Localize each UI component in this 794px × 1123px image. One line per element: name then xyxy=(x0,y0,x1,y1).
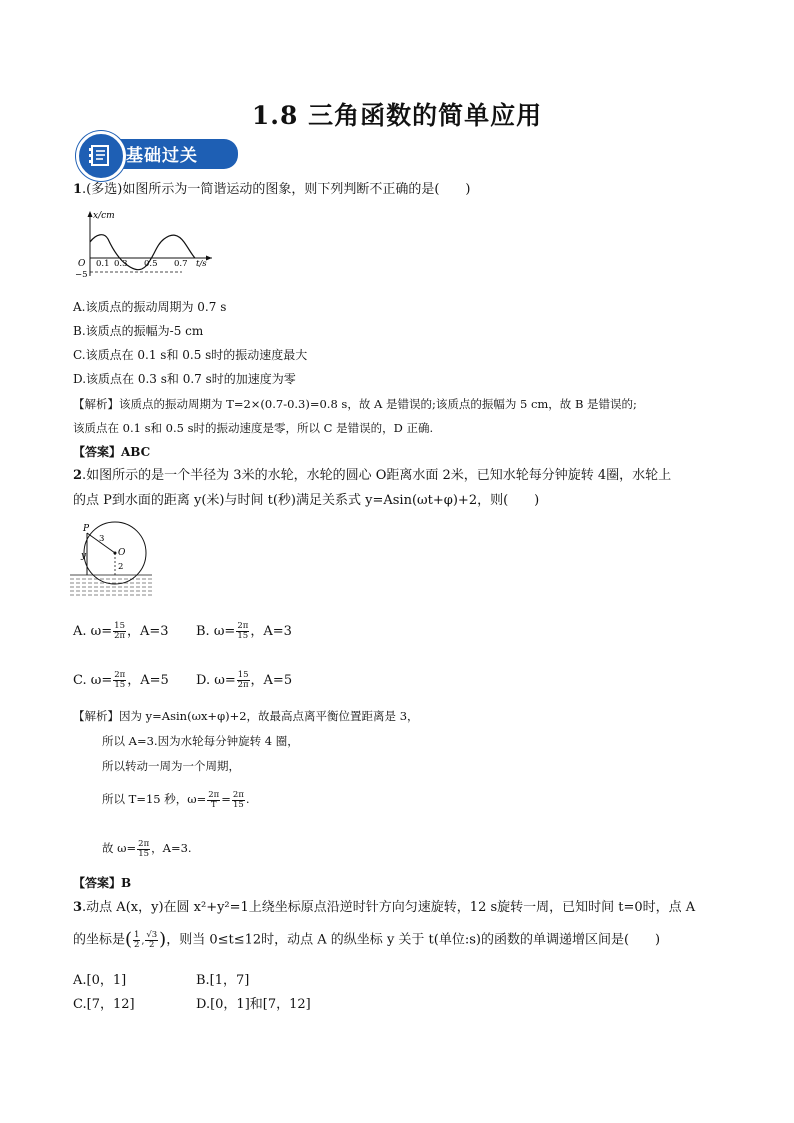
fraction-numerator: 2π xyxy=(138,838,150,849)
q2-analysis-5-suffix: ，A=3. xyxy=(151,841,192,855)
q2-option-b-suffix: ，A=3 xyxy=(250,624,292,639)
banner-label: 基础过关 xyxy=(126,146,198,166)
q3-option-b: B.[1，7] xyxy=(196,973,250,988)
q1-option-b: B.该质点的振幅为-5 cm xyxy=(73,324,204,338)
q2-analysis-line-5 xyxy=(102,838,192,859)
notebook-icon xyxy=(76,131,126,181)
q1-tick: 0.5 xyxy=(144,259,158,269)
fraction-numerator: 15 xyxy=(114,621,125,631)
q3-coord-y-fraction xyxy=(145,931,158,950)
q2-option-c-suffix: ，A=5 xyxy=(127,673,169,688)
fraction-denominator: 15 xyxy=(138,848,150,859)
q2-option-d-prefix: D. ω= xyxy=(196,673,236,688)
q1-option-a: A.该质点的振动周期为 0.7 s xyxy=(73,300,227,314)
q1-answer: 【答案】ABC xyxy=(73,445,151,459)
q3-stem-line-2 xyxy=(73,930,660,952)
q2-label-3: 3 xyxy=(99,534,105,544)
q2-stem-text: .如图所示的是一个半径为 3米的水轮，水轮的圆心 O距离水面 2米，已知水轮每分钟旋转 4圈，水轮上 xyxy=(82,468,672,483)
q3-stem-2-suffix: ，则当 0≤t≤12时，动点 A 的纵坐标 y 关于 t(单位:s)的函数的单调递增区间是( ) xyxy=(166,932,661,948)
q1-tick: 0.1 xyxy=(96,259,110,269)
fraction-numerator: 1 xyxy=(134,929,140,940)
fraction-denominator: 15 xyxy=(114,680,126,690)
fraction-denominator: 2 xyxy=(149,939,155,950)
fraction-numerator: 2π xyxy=(232,789,244,800)
q2-center-dot xyxy=(114,552,117,555)
q1-number: 1 xyxy=(73,182,83,197)
fraction-denominator: T xyxy=(210,799,217,810)
q2-analysis-4-suffix: . xyxy=(245,792,250,806)
q2-label-2: 2 xyxy=(118,562,124,572)
q3-stem-2-prefix: 的坐标是 xyxy=(73,932,126,948)
q1-option-c: C.该质点在 0.1 s和 0.5 s时的振动速度最大 xyxy=(73,348,308,362)
q1-ylabel: x/cm xyxy=(93,211,115,221)
q1-analysis-line-1: 【解析】该质点的振动周期为 T=2×(0.7-0.3)=0.8 s，故 A 是错误的;该质点的振幅为 5 cm，故 B 是错误的; xyxy=(73,397,637,411)
fraction-denominator: 2π xyxy=(237,680,249,690)
fraction-denominator: 15 xyxy=(237,631,249,641)
q2-option-a-prefix: A. ω= xyxy=(73,624,113,639)
q3-option-a: A.[0，1] xyxy=(73,973,127,988)
q2-analysis-line-4 xyxy=(102,789,250,810)
q1-stem xyxy=(73,180,470,200)
q2-analysis-line-3: 所以转动一周为一个周期， xyxy=(102,759,240,773)
q2-analysis-5-prefix: 故 ω= xyxy=(102,841,137,855)
q2-analysis-4-prefix: 所以 T=15 秒，ω= xyxy=(102,792,207,806)
q2-analysis-4-fraction-1 xyxy=(207,791,220,810)
q3-coord-x-fraction xyxy=(133,931,140,950)
fraction-numerator: 15 xyxy=(237,670,249,680)
q1-stem-text: .(多选)如图所示为一简谐运动的图象，则下列判断不正确的是( ) xyxy=(82,182,471,197)
fraction-numerator: 2π xyxy=(114,670,126,680)
q2-analysis-line-2: 所以 A=3.因为水轮每分钟旋转 4 圈， xyxy=(102,734,299,748)
q1-origin: O xyxy=(78,259,86,269)
q2-waterwheel-figure xyxy=(70,520,152,598)
q1-shm-graph xyxy=(72,208,217,280)
q1-analysis-line-2: 该质点在 0.1 s和 0.5 s时的振动速度是零，所以 C 是错误的，D 正确. xyxy=(73,421,434,435)
q3-paren-open: ( xyxy=(125,929,133,950)
q2-analysis-line-1: 【解析】因为 y=Asin(ωx+φ)+2，故最高点离平衡位置距离是 3， xyxy=(73,709,419,723)
q1-x-arrow xyxy=(206,256,212,261)
q1-y-arrow xyxy=(88,211,93,217)
q2-option-c xyxy=(73,671,169,691)
q2-analysis-4-fraction-2 xyxy=(232,791,245,810)
section-banner xyxy=(76,131,238,175)
q1-tick: 0.3 xyxy=(114,259,128,269)
q3-number: 3 xyxy=(73,900,83,915)
q2-answer: 【答案】B xyxy=(73,876,132,890)
q2-label-o: O xyxy=(118,548,126,558)
q2-analysis-4-equals: = xyxy=(221,792,231,806)
q2-label-p: P xyxy=(83,524,90,534)
q1-xlabel: t/s xyxy=(196,259,207,269)
q1-tick: 0.7 xyxy=(174,259,188,269)
q2-option-c-fraction xyxy=(113,671,126,690)
q3-option-c: C.[7，12] xyxy=(73,997,135,1012)
q2-option-b-prefix: B. ω= xyxy=(196,624,236,639)
q2-option-d-suffix: ，A=5 xyxy=(250,673,293,688)
q2-option-a xyxy=(73,622,169,642)
q2-option-b-fraction xyxy=(236,622,249,641)
q2-number: 2 xyxy=(73,468,83,483)
q2-option-b xyxy=(196,622,292,642)
fraction-numerator: 2π xyxy=(237,621,249,631)
fraction-denominator: 2 xyxy=(134,939,140,950)
q2-analysis-5-fraction xyxy=(137,840,150,859)
q2-option-d xyxy=(196,671,292,691)
q3-paren-close: ) xyxy=(159,929,167,950)
q1-neg5: −5 xyxy=(75,270,88,280)
q3-stem-line-1 xyxy=(73,898,695,918)
q2-option-c-prefix: C. ω= xyxy=(73,673,113,688)
q3-coord-comma: , xyxy=(141,936,145,947)
q2-label-y: y xyxy=(81,551,87,561)
q2-option-a-suffix: ，A=3 xyxy=(126,624,169,639)
fraction-numerator: √3 xyxy=(146,929,158,940)
q2-option-a-fraction xyxy=(113,622,126,641)
q2-option-d-fraction xyxy=(237,671,250,690)
q2-stem-line-2: 的点 P到水面的距离 y(米)与时间 t(秒)满足关系式 y=Asin(ωt+φ)+2，则( ) xyxy=(73,493,540,508)
page-title: 1.8 三角函数的简单应用 xyxy=(251,101,543,130)
fraction-denominator: 2π xyxy=(114,631,126,641)
fraction-numerator: 2π xyxy=(208,789,220,800)
q3-option-d: D.[0，1]和[7，12] xyxy=(196,997,311,1012)
fraction-denominator: 15 xyxy=(232,799,244,810)
q2-stem-line-1 xyxy=(73,466,671,486)
q3-stem-text: .动点 A(x，y)在圆 x²+y²=1上绕坐标原点沿逆时针方向匀速旋转，12 s旋转一周，已知时间 t=0时，点 A xyxy=(82,900,696,915)
q1-option-d: D.该质点在 0.3 s和 0.7 s时的加速度为零 xyxy=(73,372,296,386)
